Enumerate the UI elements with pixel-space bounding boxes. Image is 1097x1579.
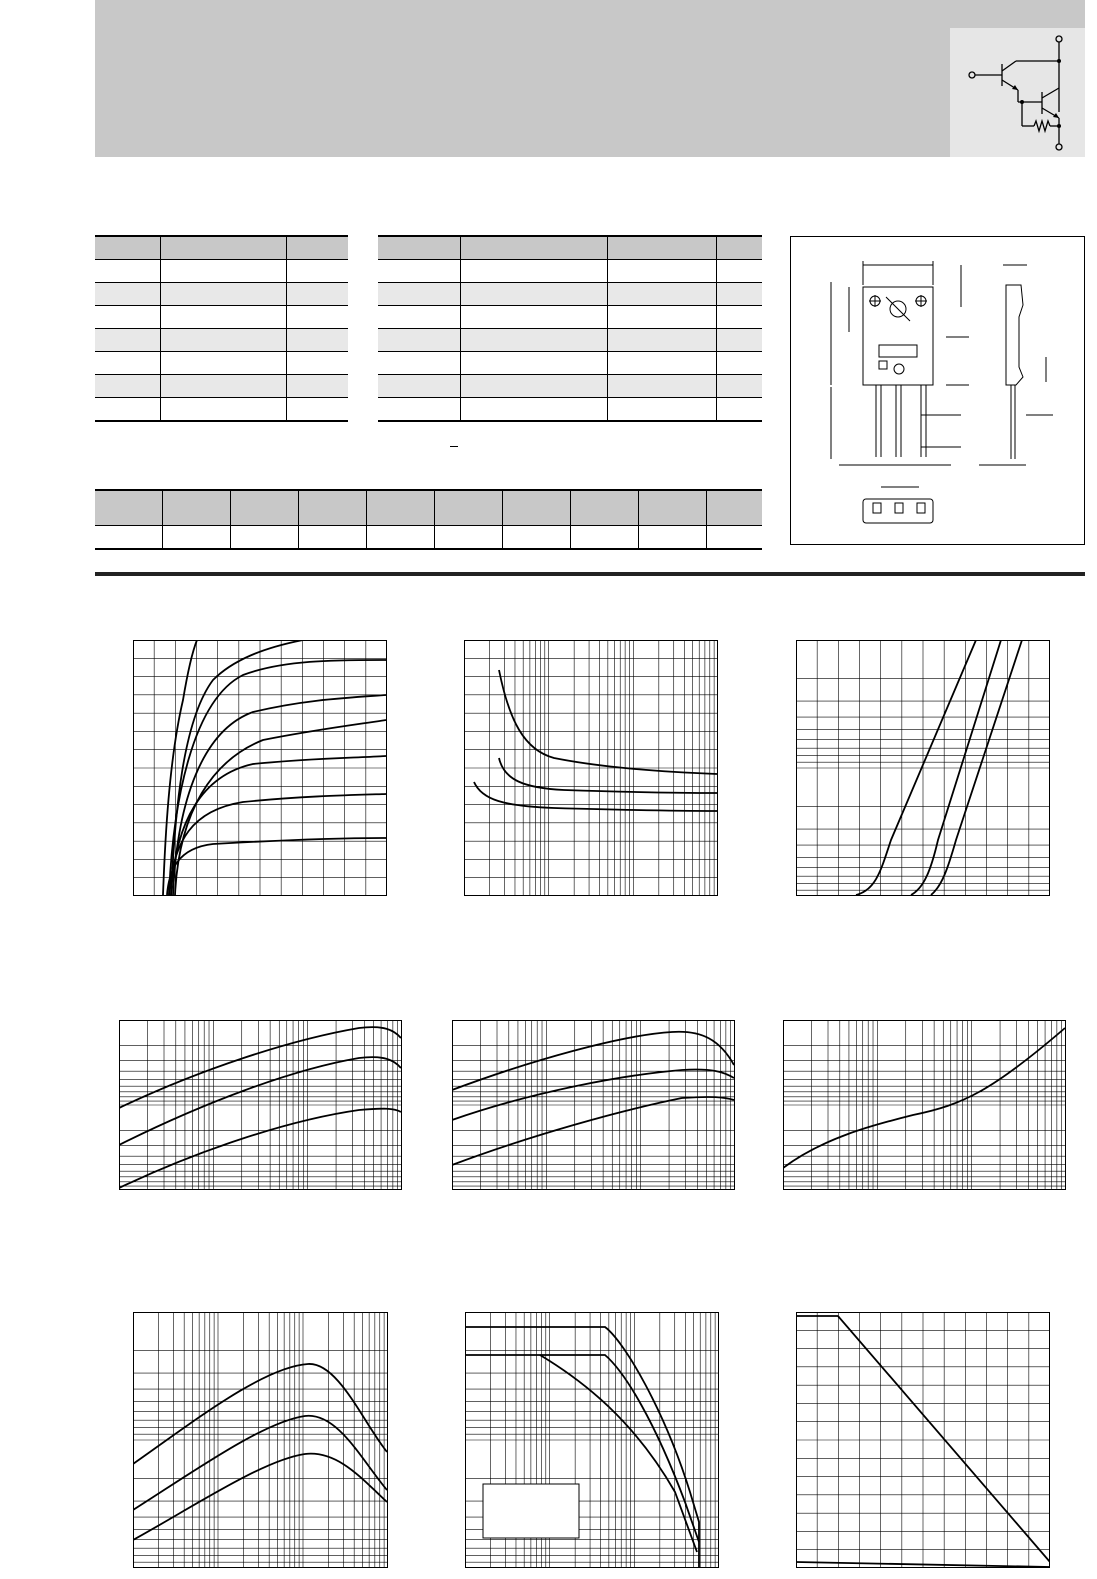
graph-1 bbox=[133, 640, 387, 896]
graph-6 bbox=[783, 1020, 1066, 1190]
classification-table bbox=[95, 489, 762, 550]
section-divider bbox=[95, 572, 1085, 576]
graph-4 bbox=[119, 1020, 402, 1190]
spec-table-right bbox=[378, 235, 762, 422]
graph-5 bbox=[452, 1020, 735, 1190]
footnote-mark bbox=[450, 446, 458, 447]
graph-9 bbox=[796, 1312, 1050, 1568]
spec-table-left bbox=[95, 235, 348, 422]
graph-3 bbox=[796, 640, 1050, 896]
graph-2 bbox=[464, 640, 718, 896]
package-outline-panel bbox=[790, 236, 1085, 545]
header-band bbox=[95, 0, 1085, 157]
circuit-symbol-panel bbox=[950, 28, 1085, 157]
graph-7 bbox=[133, 1312, 388, 1568]
darlington-transistor-icon bbox=[950, 28, 1085, 157]
graph-8 bbox=[465, 1312, 719, 1568]
package-drawing-icon bbox=[791, 237, 1086, 546]
